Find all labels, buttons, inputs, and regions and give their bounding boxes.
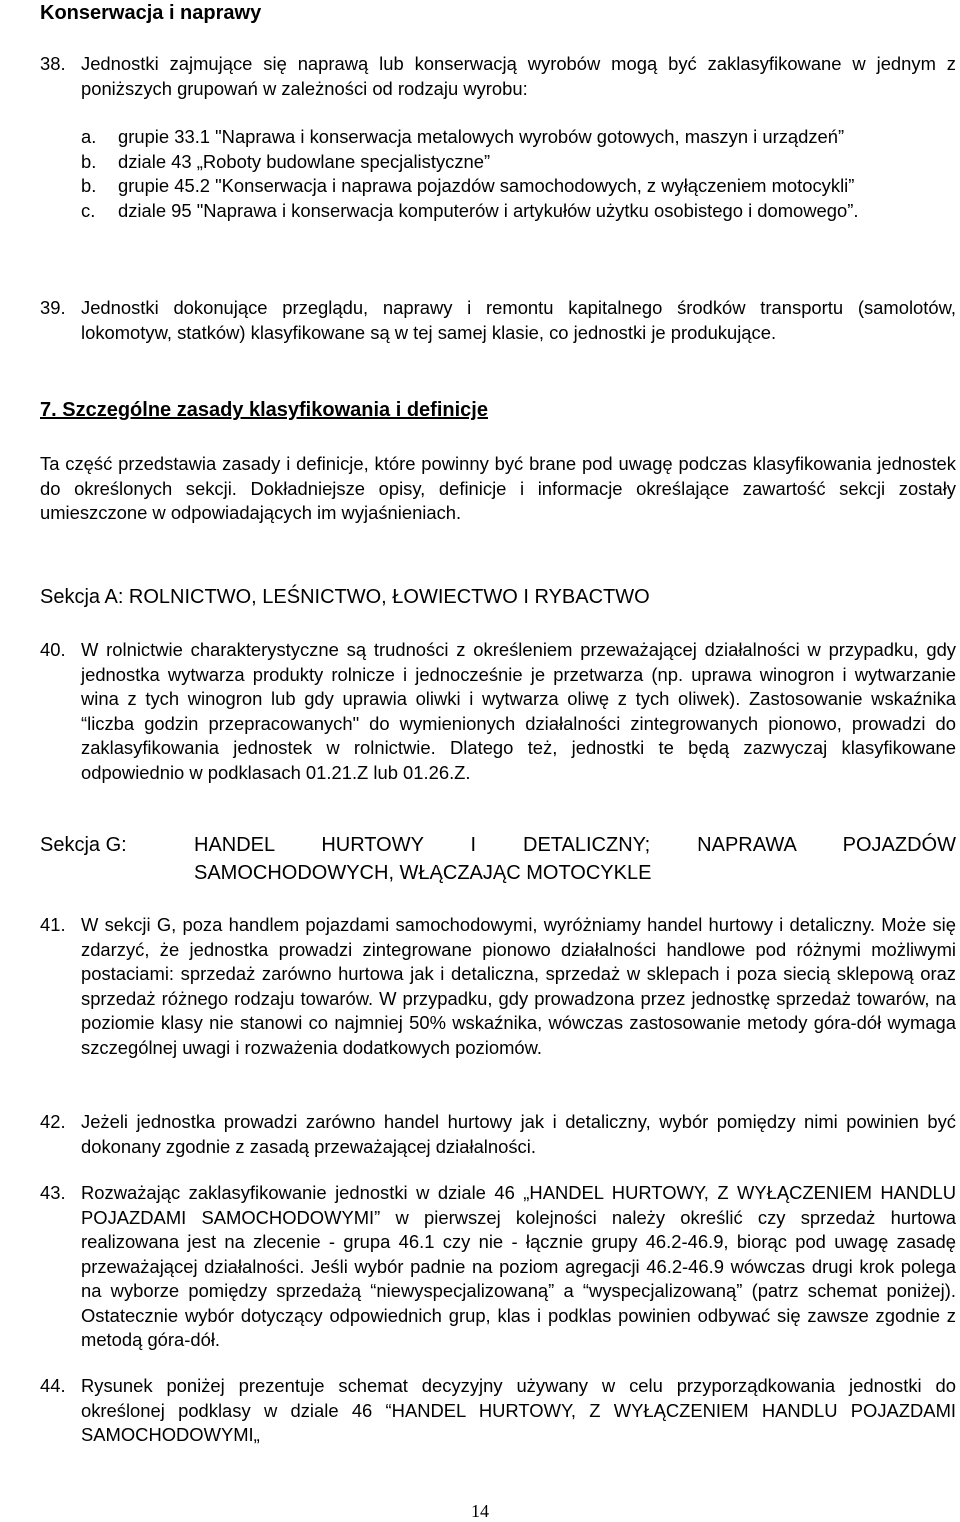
item-text: Jednostki dokonujące przeglądu, naprawy i remontu kapitalnego środków transportu (samolotów, lokomotyw, statków) klasyfikowane są w tej samej klasie, co jednostki je produkujące. (81, 297, 956, 343)
item-44 (40, 1374, 956, 1448)
sekcja-g-label: Sekcja G: (40, 834, 127, 856)
section-7-heading: 7. Szczególne zasady klasyfikowania i definicje (40, 399, 488, 421)
item-number: 39. (40, 297, 66, 318)
item-text: Jeżeli jednostka prowadzi zarówno handel hurtowy jak i detaliczny, wybór pomiędzy nimi powinien być dokonany zgodnie z zasadą przeważającej działalności. (81, 1111, 956, 1157)
page-number: 14 (471, 1501, 489, 1521)
sekcja-g-title-line-1: HANDEL HURTOWY I DETALICZNY; NAPRAWA POJAZDÓW (194, 834, 956, 856)
item-text: W sekcji G, poza handlem pojazdami samochodowymi, wyróżniamy handel hurtowy i detaliczny. Może się zdarzyć, że jednostka prowadzi zintegrowane pionowo działalności handlowe pod różnymi możliwymi postaciami: sprzedaż zarówno hurtowa jak i detaliczna, sprzedaż w sklepach i poza siecią sklepową oraz sprzedaż różnego rodzaju towarów. W przypadku, gdy prowadzona przez jednostkę sprzedaż towarów, na poziomie klasy nie stanowi co najmniej 50% wskaźnika, wówczas zastosowanie metody góra-dół wymaga szczególnej uwagi i rozważenia dodatkowych poziomów. (81, 914, 956, 1058)
item-39 (40, 296, 956, 345)
item-number: 38. (40, 53, 66, 74)
item-40 (40, 638, 956, 785)
item-42 (40, 1110, 956, 1159)
section-7-intro: Ta część przedstawia zasady i definicje, które powinny być brane pod uwagę podczas klasyfikowania jednostek do określonych sekcji. Dokładniejsze opisy, definicje i informacje określające zawartość sekcji zostały umieszczone w odpowiadających im wyjaśnieniach. (40, 453, 956, 523)
item-number: 40. (40, 639, 66, 660)
sub-item-letter: a. (81, 126, 97, 147)
item-text: W rolnictwie charakterystyczne są trudności z określeniem przeważającej działalności w przypadku, gdy jednostka wytwarza produkty rolnicze i jednocześnie je przetwarza (np. uprawa winogron i wytwarzanie wina z tych winogron lub gdy uprawia oliwki i wytwarza oliwę z tych oliwek). Zastosowanie wskaźnika “liczba godzin przepracowanych" do wymienionych działalności zintegrowanych pionowo, prowadzi do zaklasyfikowania jednostek w rolnictwie. Dlatego też, jednostki te będą zazwyczaj klasyfikowane odpowiednio w podklasach 01.21.Z lub 01.26.Z. (81, 639, 956, 783)
sub-item (81, 199, 956, 224)
item-text: Rysunek poniżej prezentuje schemat decyzyjny używany w celu przyporządkowania jednostki do określonej podklasy w dziale 46 “HANDEL HURTOWY, Z WYŁĄCZENIEM HANDLU POJAZDAMI SAMOCHODOWYMI„ (81, 1375, 956, 1445)
item-number: 42. (40, 1111, 66, 1132)
sub-item-text: grupie 45.2 "Konserwacja i naprawa pojazdów samochodowych, z wyłączeniem motocykli” (118, 175, 855, 196)
sub-item (81, 150, 956, 175)
sub-item-letter: b. (81, 150, 97, 172)
sekcja-g-heading (40, 831, 956, 887)
sub-item-letter: b. (81, 175, 97, 196)
sub-item-text: dziale 43 „Roboty budowlane specjalistyczne” (118, 150, 491, 172)
item-38-sublist (81, 125, 956, 223)
sub-item (81, 174, 956, 199)
item-43 (40, 1181, 956, 1353)
item-41 (40, 913, 956, 1060)
sekcja-g-title (194, 831, 956, 887)
sub-item (81, 125, 956, 150)
heading-konserwacja: Konserwacja i naprawy (40, 2, 262, 24)
item-number: 44. (40, 1375, 66, 1396)
item-text: Jednostki zajmujące się naprawą lub konserwacją wyrobów mogą być zaklasyfikowane w jednym z poniższych grupowań w zależności od rodzaju wyrobu: (81, 53, 956, 99)
sub-item-text: grupie 33.1 "Naprawa i konserwacja metalowych wyrobów gotowych, maszyn i urządzeń” (118, 126, 845, 147)
sub-item-text: dziale 95 "Naprawa i konserwacja komputerów i artykułów użytku osobistego i domowego”. (118, 199, 859, 221)
item-text: Rozważając zaklasyfikowanie jednostki w dziale 46 „HANDEL HURTOWY, Z WYŁĄCZENIEM HANDLU POJAZDAMI SAMOCHODOWYMI” w pierwszej kolejności należy określić czy sprzedaż hurtowa realizowana jest na zlecenie - grupa 46.1 czy nie - łącznie grupy 46.2-46.9, biorąc pod uwagę zasadę przeważającej działalności. Jeśli wybór padnie na poziom agregacji 46.2-46.9 wówczas drugi krok polega na wyborze pomiędzy sprzedażą “niewyspecjalizowaną” a “wyspecjalizowaną” (patrz schemat poniżej). Ostatecznie wybór dotyczący odpowiednich grup, klas i podklas powinien odbywać się zawsze zgodnie z metodą góra-dół. (81, 1182, 956, 1350)
sekcja-a-heading: Sekcja A: ROLNICTWO, LEŚNICTWO, ŁOWIECTWO I RYBACTWO (40, 586, 650, 608)
item-number: 41. (40, 914, 66, 935)
item-number: 43. (40, 1182, 66, 1203)
sekcja-g-title-line-2: SAMOCHODOWYCH, WŁĄCZAJĄC MOTOCYKLE (194, 862, 652, 884)
sub-item-letter: c. (81, 199, 96, 221)
item-38 (40, 52, 956, 101)
